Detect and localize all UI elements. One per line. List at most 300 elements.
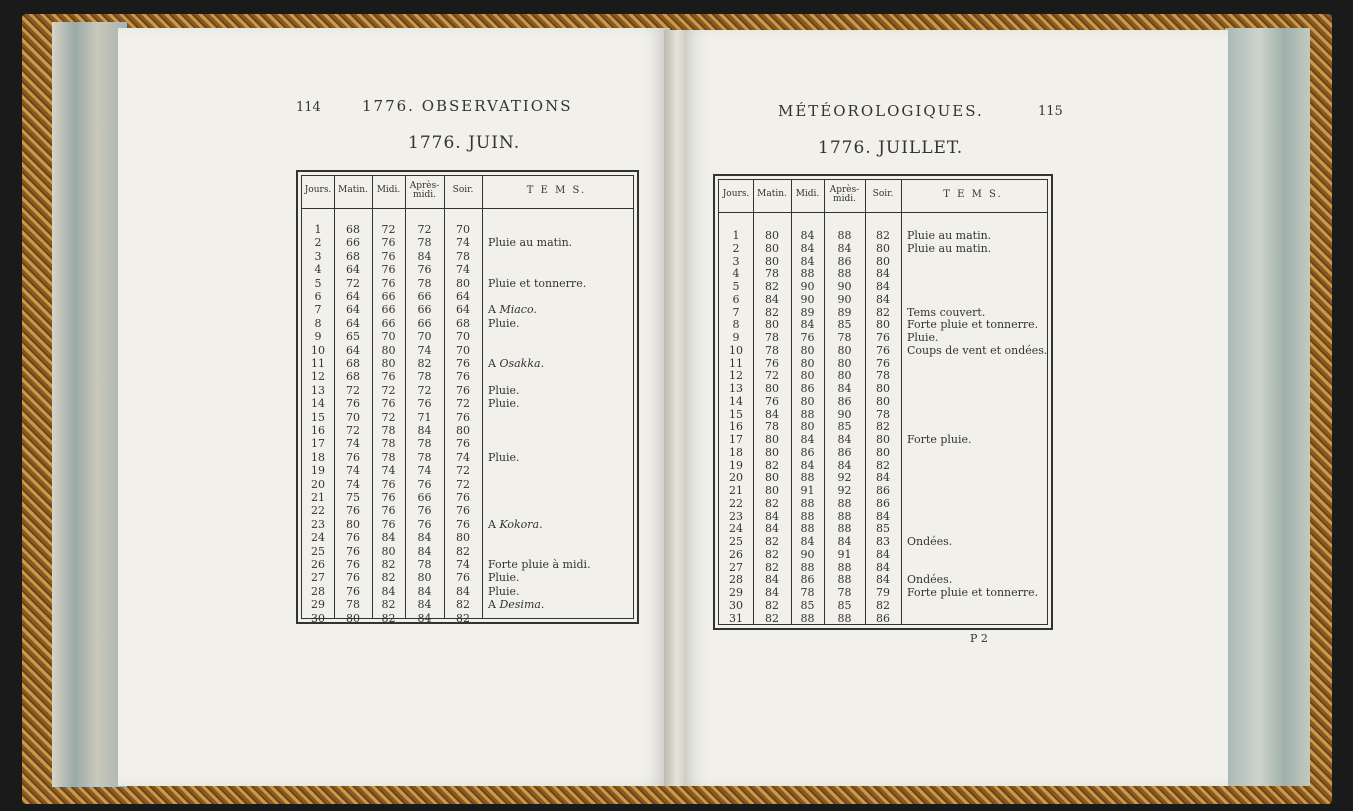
table-cell: 80 xyxy=(837,356,852,370)
table-cell: 78 xyxy=(346,598,360,612)
table-cell: 80 xyxy=(417,571,432,585)
table-row xyxy=(715,613,1051,625)
table-cell: 70 xyxy=(346,410,360,424)
table-cell: 88 xyxy=(800,522,815,536)
table-cell: 86 xyxy=(837,254,852,268)
table-cell: 70 xyxy=(381,330,396,344)
table-cell: 76 xyxy=(381,477,396,491)
table-cell: 86 xyxy=(800,573,815,587)
table-cell: 80 xyxy=(800,343,815,357)
table-row xyxy=(298,519,637,531)
table-cell: 64 xyxy=(346,343,360,357)
weather-note: Pluie au matin. xyxy=(907,241,992,255)
weather-note: Pluie. xyxy=(488,571,520,585)
table-cell: 72 xyxy=(456,464,470,478)
table-cell: 66 xyxy=(417,316,432,330)
table-cell: 82 xyxy=(876,458,890,472)
weather-note: Pluie. xyxy=(488,450,520,464)
table-cell: 85 xyxy=(800,598,815,612)
table-cell: 8 xyxy=(732,318,740,332)
weather-note: Pluie. xyxy=(488,316,520,330)
column-header: T E M S. xyxy=(526,185,587,196)
table-cell: 12 xyxy=(311,370,325,384)
table-cell: 88 xyxy=(800,560,815,574)
table-row xyxy=(715,370,1051,382)
table-cell: 84 xyxy=(800,433,815,446)
table-cell: 76 xyxy=(456,491,470,504)
table-cell: 80 xyxy=(765,382,779,395)
table-cell: 28 xyxy=(729,573,743,587)
table-cell: 82 xyxy=(765,535,779,548)
table-cell: 74 xyxy=(456,263,470,277)
table-row xyxy=(298,599,637,611)
column-header: Matin. xyxy=(757,189,787,199)
table-cell: 84 xyxy=(800,318,815,332)
table-cell: 82 xyxy=(765,611,779,625)
table-cell: 72 xyxy=(346,424,360,437)
table-cell: 19 xyxy=(729,458,743,472)
table-cell: 25 xyxy=(729,535,743,548)
table-cell: 82 xyxy=(417,357,432,370)
table-cell: 84 xyxy=(876,267,890,281)
table-cell: 12 xyxy=(729,369,743,383)
column-header: Après-midi. xyxy=(409,181,440,200)
column-header: Soir. xyxy=(452,185,474,195)
table-cell: 84 xyxy=(876,509,890,523)
table-cell: 76 xyxy=(765,356,779,370)
table-cell: 88 xyxy=(837,560,852,574)
june-weather-table xyxy=(296,170,639,624)
table-cell: 76 xyxy=(417,397,432,411)
table-row xyxy=(715,434,1051,446)
table-cell: 84 xyxy=(800,254,815,268)
column-header: Après-midi. xyxy=(829,185,860,204)
table-cell: 90 xyxy=(837,292,852,306)
table-cell: 4 xyxy=(314,263,322,277)
table-row xyxy=(298,532,637,544)
table-cell: 84 xyxy=(800,241,815,255)
table-cell: 78 xyxy=(765,420,779,434)
table-row xyxy=(715,230,1051,242)
table-cell: 80 xyxy=(765,445,779,459)
table-cell: 10 xyxy=(729,343,743,357)
table-cell: 78 xyxy=(800,586,815,599)
table-cell: 15 xyxy=(729,407,743,421)
table-row xyxy=(298,318,637,330)
table-row xyxy=(715,472,1051,484)
table-cell: 82 xyxy=(381,571,396,585)
table-cell: 21 xyxy=(311,491,325,504)
table-cell: 76 xyxy=(456,517,470,531)
table-cell: 72 xyxy=(381,223,396,236)
table-cell: 18 xyxy=(311,450,325,464)
table-cell: 86 xyxy=(837,394,852,408)
table-cell: 91 xyxy=(800,484,815,497)
table-cell: 76 xyxy=(346,584,360,598)
table-cell: 16 xyxy=(729,420,743,434)
table-cell: 74 xyxy=(417,464,432,478)
table-cell: 76 xyxy=(417,477,432,491)
table-row xyxy=(715,307,1051,319)
table-cell: 4 xyxy=(732,267,740,281)
table-cell: 74 xyxy=(346,464,360,478)
table-cell: 88 xyxy=(800,509,815,523)
table-cell: 76 xyxy=(346,544,360,558)
table-row xyxy=(298,412,637,424)
table-cell: 82 xyxy=(456,611,470,625)
table-cell: 72 xyxy=(765,369,779,383)
weather-note: A Desima. xyxy=(488,598,545,612)
table-cell: 72 xyxy=(456,477,470,491)
table-cell: 76 xyxy=(456,571,470,585)
table-cell: 29 xyxy=(729,586,743,599)
table-cell: 78 xyxy=(417,236,432,250)
table-cell: 86 xyxy=(837,445,852,459)
table-cell: 80 xyxy=(765,318,779,332)
table-row xyxy=(715,294,1051,306)
table-cell: 84 xyxy=(456,584,470,598)
table-cell: 86 xyxy=(876,496,890,510)
table-cell: 16 xyxy=(311,424,325,437)
table-cell: 80 xyxy=(876,445,890,459)
table-cell: 90 xyxy=(800,292,815,306)
table-row xyxy=(298,251,637,263)
table-cell: 84 xyxy=(381,531,396,545)
table-cell: 70 xyxy=(417,330,432,344)
table-cell: 78 xyxy=(837,331,852,344)
table-cell: 25 xyxy=(311,544,325,558)
table-cell: 68 xyxy=(456,316,470,330)
table-cell: 88 xyxy=(800,267,815,281)
table-cell: 84 xyxy=(837,241,852,255)
weather-note: Pluie et tonnerre. xyxy=(488,276,587,290)
table-cell: 82 xyxy=(381,611,396,625)
table-cell: 76 xyxy=(417,517,432,531)
weather-note: Forte pluie et tonnerre. xyxy=(907,586,1039,599)
table-cell: 88 xyxy=(837,573,852,587)
table-cell: 89 xyxy=(837,305,852,319)
table-row xyxy=(715,332,1051,344)
table-row xyxy=(715,281,1051,293)
table-row xyxy=(298,371,637,383)
table-cell: 84 xyxy=(876,560,890,574)
table-cell: 22 xyxy=(729,496,743,510)
table-cell: 84 xyxy=(765,509,779,523)
table-row xyxy=(715,421,1051,433)
table-row xyxy=(298,546,637,558)
table-cell: 92 xyxy=(837,471,852,485)
table-cell: 82 xyxy=(765,496,779,510)
table-cell: 76 xyxy=(381,491,396,504)
table-cell: 29 xyxy=(311,598,325,612)
table-cell: 90 xyxy=(837,280,852,293)
table-cell: 72 xyxy=(381,410,396,424)
table-cell: 76 xyxy=(346,558,360,571)
table-cell: 82 xyxy=(765,458,779,472)
column-header: Matin. xyxy=(338,185,368,195)
table-cell: 84 xyxy=(417,584,432,598)
table-cell: 78 xyxy=(417,276,432,290)
table-row xyxy=(298,224,637,236)
table-row xyxy=(298,278,637,290)
table-cell: 80 xyxy=(876,433,890,446)
table-row xyxy=(298,492,637,504)
table-cell: 80 xyxy=(456,276,470,290)
table-cell: 66 xyxy=(381,316,396,330)
table-cell: 14 xyxy=(729,394,743,408)
table-cell: 68 xyxy=(346,357,360,370)
table-cell: 82 xyxy=(381,558,396,571)
table-cell: 90 xyxy=(837,407,852,421)
table-row xyxy=(298,479,637,491)
table-cell: 78 xyxy=(456,249,470,263)
table-cell: 84 xyxy=(876,280,890,293)
table-cell: 19 xyxy=(311,464,325,478)
table-cell: 84 xyxy=(417,531,432,545)
table-cell: 68 xyxy=(346,249,360,263)
table-cell: 84 xyxy=(837,382,852,395)
table-cell: 76 xyxy=(381,276,396,290)
table-cell: 66 xyxy=(346,236,360,250)
table-row xyxy=(715,587,1051,599)
table-cell: 27 xyxy=(729,560,743,574)
table-row xyxy=(298,425,637,437)
table-cell: 28 xyxy=(311,584,325,598)
table-row xyxy=(715,536,1051,548)
table-cell: 80 xyxy=(765,241,779,255)
table-cell: 64 xyxy=(346,316,360,330)
table-cell: 80 xyxy=(800,356,815,370)
table-cell: 66 xyxy=(417,303,432,317)
table-cell: 78 xyxy=(765,331,779,344)
table-cell: 76 xyxy=(876,356,890,370)
table-cell: 15 xyxy=(311,410,325,424)
table-cell: 80 xyxy=(456,424,470,437)
table-row xyxy=(715,549,1051,561)
table-cell: 6 xyxy=(732,292,740,306)
table-cell: 84 xyxy=(837,433,852,446)
table-cell: 80 xyxy=(800,369,815,383)
weather-note: Pluie. xyxy=(907,331,939,344)
column-header: Midi. xyxy=(376,185,401,195)
table-row xyxy=(715,447,1051,459)
weather-note: Forte pluie. xyxy=(907,433,972,446)
table-row xyxy=(715,511,1051,523)
table-cell: 71 xyxy=(417,410,432,424)
table-cell: 80 xyxy=(381,544,396,558)
table-cell: 80 xyxy=(876,318,890,332)
table-cell: 14 xyxy=(311,397,325,411)
table-cell: 82 xyxy=(876,305,890,319)
column-header: Jours. xyxy=(722,189,750,199)
table-cell: 72 xyxy=(381,383,396,397)
table-cell: 76 xyxy=(381,370,396,384)
table-cell: 1 xyxy=(314,223,322,236)
table-cell: 80 xyxy=(800,420,815,434)
table-cell: 66 xyxy=(417,491,432,504)
table-cell: 88 xyxy=(800,611,815,625)
table-cell: 7 xyxy=(314,303,322,317)
table-cell: 76 xyxy=(417,504,432,518)
weather-note: Pluie. xyxy=(488,383,520,397)
table-cell: 76 xyxy=(456,410,470,424)
table-cell: 74 xyxy=(417,343,432,357)
table-cell: 18 xyxy=(729,445,743,459)
table-cell: 74 xyxy=(456,450,470,464)
weather-note: Coups de vent et ondées. xyxy=(907,343,1048,357)
table-cell: 88 xyxy=(837,496,852,510)
right-page-number: 115 xyxy=(1038,104,1063,119)
table-row xyxy=(298,398,637,410)
table-cell: 30 xyxy=(311,611,325,625)
table-cell: 86 xyxy=(876,484,890,497)
table-cell: 76 xyxy=(381,263,396,277)
table-cell: 78 xyxy=(417,558,432,571)
table-cell: 31 xyxy=(729,611,743,625)
table-cell: 78 xyxy=(417,437,432,451)
table-cell: 82 xyxy=(876,420,890,434)
table-cell: 92 xyxy=(837,484,852,497)
table-row xyxy=(298,572,637,584)
table-cell: 80 xyxy=(381,343,396,357)
table-cell: 17 xyxy=(729,433,743,446)
table-row xyxy=(298,385,637,397)
table-cell: 90 xyxy=(800,547,815,561)
table-cell: 82 xyxy=(765,547,779,561)
table-cell: 30 xyxy=(729,598,743,612)
table-cell: 66 xyxy=(381,290,396,303)
page-edges-left xyxy=(52,22,127,787)
table-row xyxy=(298,237,637,249)
weather-note: Pluie. xyxy=(488,584,520,598)
table-cell: 84 xyxy=(417,424,432,437)
book-gutter xyxy=(664,30,686,786)
column-header: T E M S. xyxy=(943,189,1003,200)
table-cell: 24 xyxy=(729,522,743,536)
table-cell: 84 xyxy=(765,573,779,587)
table-cell: 84 xyxy=(800,458,815,472)
table-cell: 76 xyxy=(417,263,432,277)
table-cell: 82 xyxy=(456,544,470,558)
table-cell: 88 xyxy=(800,407,815,421)
table-cell: 24 xyxy=(311,531,325,545)
table-cell: 72 xyxy=(346,276,360,290)
table-cell: 88 xyxy=(837,522,852,536)
table-cell: 26 xyxy=(729,547,743,561)
table-cell: 21 xyxy=(729,484,743,497)
table-cell: 66 xyxy=(417,290,432,303)
table-row xyxy=(298,264,637,276)
table-cell: 84 xyxy=(800,229,815,242)
table-cell: 76 xyxy=(456,437,470,451)
table-cell: 76 xyxy=(456,370,470,384)
table-cell: 88 xyxy=(800,496,815,510)
table-cell: 23 xyxy=(311,517,325,531)
table-cell: 76 xyxy=(456,504,470,518)
table-cell: 78 xyxy=(837,586,852,599)
table-cell: 20 xyxy=(311,477,325,491)
table-cell: 78 xyxy=(765,267,779,281)
table-cell: 65 xyxy=(346,330,360,344)
table-cell: 80 xyxy=(876,394,890,408)
table-cell: 84 xyxy=(765,292,779,306)
right-subtitle: 1776. JUILLET. xyxy=(818,138,964,158)
signature-mark: P 2 xyxy=(970,632,988,645)
table-cell: 72 xyxy=(346,383,360,397)
table-cell: 84 xyxy=(876,292,890,306)
table-cell: 80 xyxy=(765,254,779,268)
table-cell: 74 xyxy=(346,477,360,491)
table-row xyxy=(298,345,637,357)
table-row xyxy=(298,304,637,316)
table-cell: 3 xyxy=(314,249,322,263)
table-row xyxy=(715,396,1051,408)
table-row xyxy=(298,438,637,450)
table-cell: 13 xyxy=(311,383,325,397)
table-cell: 78 xyxy=(765,343,779,357)
table-cell: 6 xyxy=(314,290,322,303)
table-cell: 84 xyxy=(800,535,815,548)
table-cell: 84 xyxy=(876,547,890,561)
table-cell: 82 xyxy=(765,280,779,293)
table-row xyxy=(298,613,637,625)
table-cell: 82 xyxy=(765,305,779,319)
left-subtitle: 1776. JUIN. xyxy=(408,133,521,153)
table-cell: 85 xyxy=(837,318,852,332)
table-cell: 76 xyxy=(765,394,779,408)
table-cell: 80 xyxy=(346,517,360,531)
table-row xyxy=(715,345,1051,357)
table-cell: 80 xyxy=(765,471,779,485)
weather-note: A Osakka. xyxy=(488,357,545,370)
table-cell: 72 xyxy=(417,383,432,397)
table-cell: 84 xyxy=(417,544,432,558)
table-cell: 76 xyxy=(346,397,360,411)
table-cell: 84 xyxy=(765,522,779,536)
table-row xyxy=(715,574,1051,586)
table-cell: 76 xyxy=(800,331,815,344)
table-cell: 76 xyxy=(346,450,360,464)
table-row xyxy=(715,460,1051,472)
table-cell: 80 xyxy=(765,229,779,242)
table-cell: 72 xyxy=(456,397,470,411)
table-cell: 82 xyxy=(765,598,779,612)
table-cell: 79 xyxy=(876,586,890,599)
table-cell: 10 xyxy=(311,343,325,357)
table-cell: 68 xyxy=(346,223,360,236)
table-cell: 78 xyxy=(876,407,890,421)
header-divider xyxy=(719,212,1047,213)
table-cell: 80 xyxy=(381,357,396,370)
table-cell: 76 xyxy=(381,517,396,531)
table-cell: 86 xyxy=(876,611,890,625)
column-header: Soir. xyxy=(872,189,894,199)
table-cell: 11 xyxy=(311,357,325,370)
table-cell: 80 xyxy=(800,394,815,408)
table-cell: 80 xyxy=(837,343,852,357)
table-row xyxy=(298,358,637,370)
table-cell: 80 xyxy=(765,484,779,497)
table-cell: 9 xyxy=(732,331,740,344)
table-cell: 76 xyxy=(346,531,360,545)
table-cell: 76 xyxy=(346,571,360,585)
table-cell: 13 xyxy=(729,382,743,395)
table-cell: 82 xyxy=(876,598,890,612)
table-row xyxy=(715,256,1051,268)
table-row xyxy=(715,600,1051,612)
table-cell: 76 xyxy=(381,236,396,250)
table-cell: 80 xyxy=(456,531,470,545)
